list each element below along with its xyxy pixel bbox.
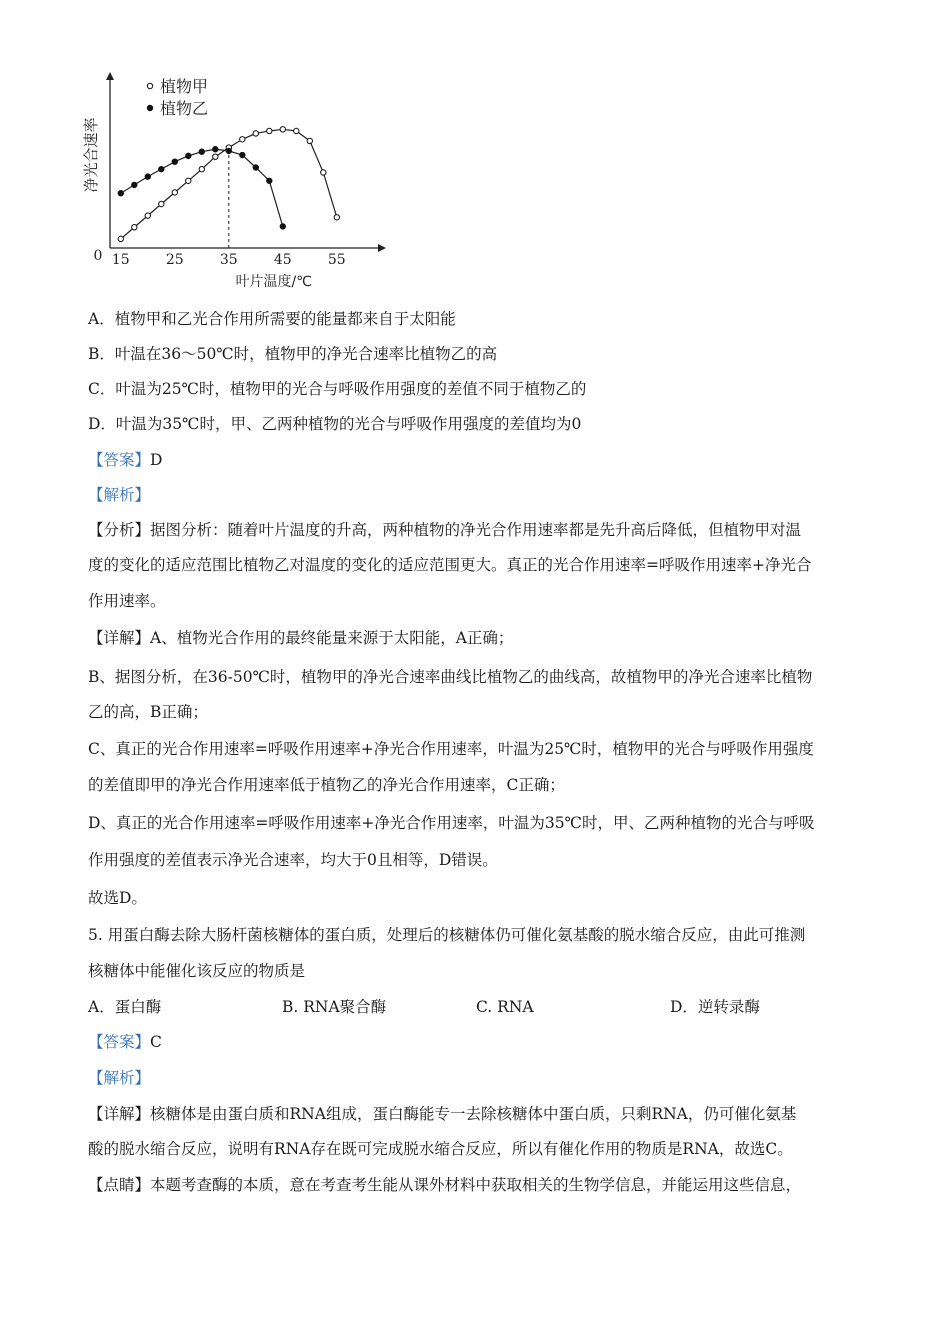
q5-option-c: C. RNA — [476, 998, 534, 1016]
q5-stem-line-1: 5. 用蛋白酶去除大肠杆菌核糖体的蛋白质，处理后的核糖体仍可催化氨基酸的脱水缩合反应，由此可推测 — [88, 926, 806, 944]
data-point — [253, 165, 258, 170]
q5-detail-line-1: 【详解】核糖体是由蛋白质和RNA组成，蛋白酶能专一去除核糖体中蛋白质，只剩RNA，仍可催化氨基 — [88, 1105, 797, 1123]
x-axis-label: 叶片温度/℃ — [235, 274, 313, 290]
data-point — [294, 128, 299, 133]
data-point — [132, 225, 137, 230]
q5-option-a: A．蛋白酶 — [88, 998, 162, 1016]
data-point — [226, 148, 231, 153]
data-point — [145, 213, 150, 218]
data-point — [307, 138, 312, 143]
q4-detail-d-line-1: D、真正的光合作用速率=呼吸作用速率+净光合作用速率，叶温为35℃时，甲、乙两种植物的光合与呼吸 — [88, 814, 815, 832]
data-point — [240, 152, 245, 157]
q4-option-c: C．叶温为25℃时，植物甲的光合与呼吸作用强度的差值不同于植物乙的 — [88, 380, 587, 398]
y-axis-label: 净光合速率 — [82, 117, 100, 193]
q4-detail-a: 【详解】A、植物光合作用的最终能量来源于太阳能，A正确； — [88, 629, 514, 647]
q5-option-d: D．逆转录酶 — [670, 998, 760, 1016]
data-point — [334, 215, 339, 220]
legend-marker — [147, 83, 152, 88]
data-point — [159, 166, 164, 171]
data-point — [280, 224, 285, 229]
data-point — [321, 170, 326, 175]
x-tick-label: 25 — [165, 252, 184, 268]
data-point — [172, 159, 177, 164]
data-point — [240, 137, 245, 142]
data-point — [213, 154, 218, 159]
answer-value: C — [150, 1033, 162, 1051]
answer-tag: 【答案】 — [88, 451, 151, 469]
chart-marks — [118, 77, 339, 248]
data-point — [213, 147, 218, 152]
data-point — [172, 190, 177, 195]
q4-detail-b-line-1: B、据图分析，在36-50℃时，植物甲的净光合速率曲线比植物乙的曲线高，故植物甲的净光合速率比植物 — [88, 668, 813, 686]
q5-detail-line-2: 酸的脱水缩合反应，说明有RNA存在既可完成脱水缩合反应，所以有催化作用的物质是RNA，故选C。 — [88, 1140, 793, 1158]
q4-option-b: B．叶温在36～50℃时，植物甲的净光合速率比植物乙的高 — [88, 345, 498, 363]
data-point — [159, 201, 164, 206]
q4-detail-c-line-1: C、真正的光合作用速率=呼吸作用速率+净光合作用速率，叶温为25℃时，植物甲的光合与呼吸作用强度 — [88, 740, 814, 758]
chart-axes — [82, 72, 386, 290]
data-point — [186, 178, 191, 183]
q5-option-b: B. RNA聚合酶 — [282, 998, 387, 1016]
data-point — [199, 149, 204, 154]
q4-conclusion: 故选D。 — [88, 889, 147, 907]
q5-stem-line-2: 核糖体中能催化该反应的物质是 — [88, 962, 306, 980]
net-photosynthesis-chart — [80, 70, 410, 302]
data-point — [199, 166, 204, 171]
data-point — [186, 153, 191, 158]
q4-detail-c-line-2: 的差值即甲的净光合作用速率低于植物乙的净光合作用速率，C正确； — [88, 776, 565, 794]
q4-detail-b-line-2: 乙的高，B正确； — [88, 703, 208, 721]
data-point — [253, 131, 258, 136]
legend-marker — [147, 105, 152, 110]
data-point — [280, 127, 285, 132]
q4-fenxi-line-3: 作用速率。 — [88, 592, 166, 610]
q4-analysis-heading: 【解析】 — [88, 486, 151, 504]
q4-answer — [88, 449, 162, 471]
legend-label: 植物甲 — [160, 77, 209, 96]
q5-answer — [88, 1031, 162, 1053]
q4-option-d: D．叶温为35℃时，甲、乙两种植物的光合与呼吸作用强度的差值均为0 — [88, 415, 582, 433]
data-point — [267, 128, 272, 133]
q4-fenxi-line-2: 度的变化的适应范围比植物乙对温度的变化的适应范围更大。真正的光合作用速率=呼吸作用速率+净光合 — [88, 556, 812, 574]
x-tick-label: 35 — [219, 252, 238, 268]
origin-label: 0 — [93, 248, 103, 264]
answer-tag: 【答案】 — [88, 1033, 151, 1051]
q4-option-a: A．植物甲和乙光合作用所需要的能量都来自于太阳能 — [88, 310, 456, 328]
data-point — [267, 178, 272, 183]
q5-point-line-1: 【点睛】本题考查酶的本质，意在考查考生能从课外材料中获取相关的生物学信息，并能运用这些信息， — [88, 1176, 802, 1194]
y-axis-arrow — [106, 72, 114, 80]
data-point — [145, 174, 150, 179]
x-axis-arrow — [378, 244, 386, 252]
x-tick-label: 45 — [273, 252, 292, 268]
answer-value: D — [150, 451, 163, 469]
data-point — [118, 191, 123, 196]
x-tick-label: 15 — [111, 252, 130, 268]
q5-analysis-heading: 【解析】 — [88, 1069, 151, 1087]
data-point — [118, 236, 123, 241]
x-tick-label: 55 — [327, 252, 346, 268]
data-point — [132, 182, 137, 187]
legend-label: 植物乙 — [160, 99, 209, 118]
q4-detail-d-line-2: 作用强度的差值表示净光合速率，均大于0且相等，D错误。 — [88, 851, 498, 869]
q4-fenxi-line-1: 【分析】据图分析：随着叶片温度的升高，两种植物的净光合作用速率都是先升高后降低，但植物甲对温 — [88, 521, 802, 539]
